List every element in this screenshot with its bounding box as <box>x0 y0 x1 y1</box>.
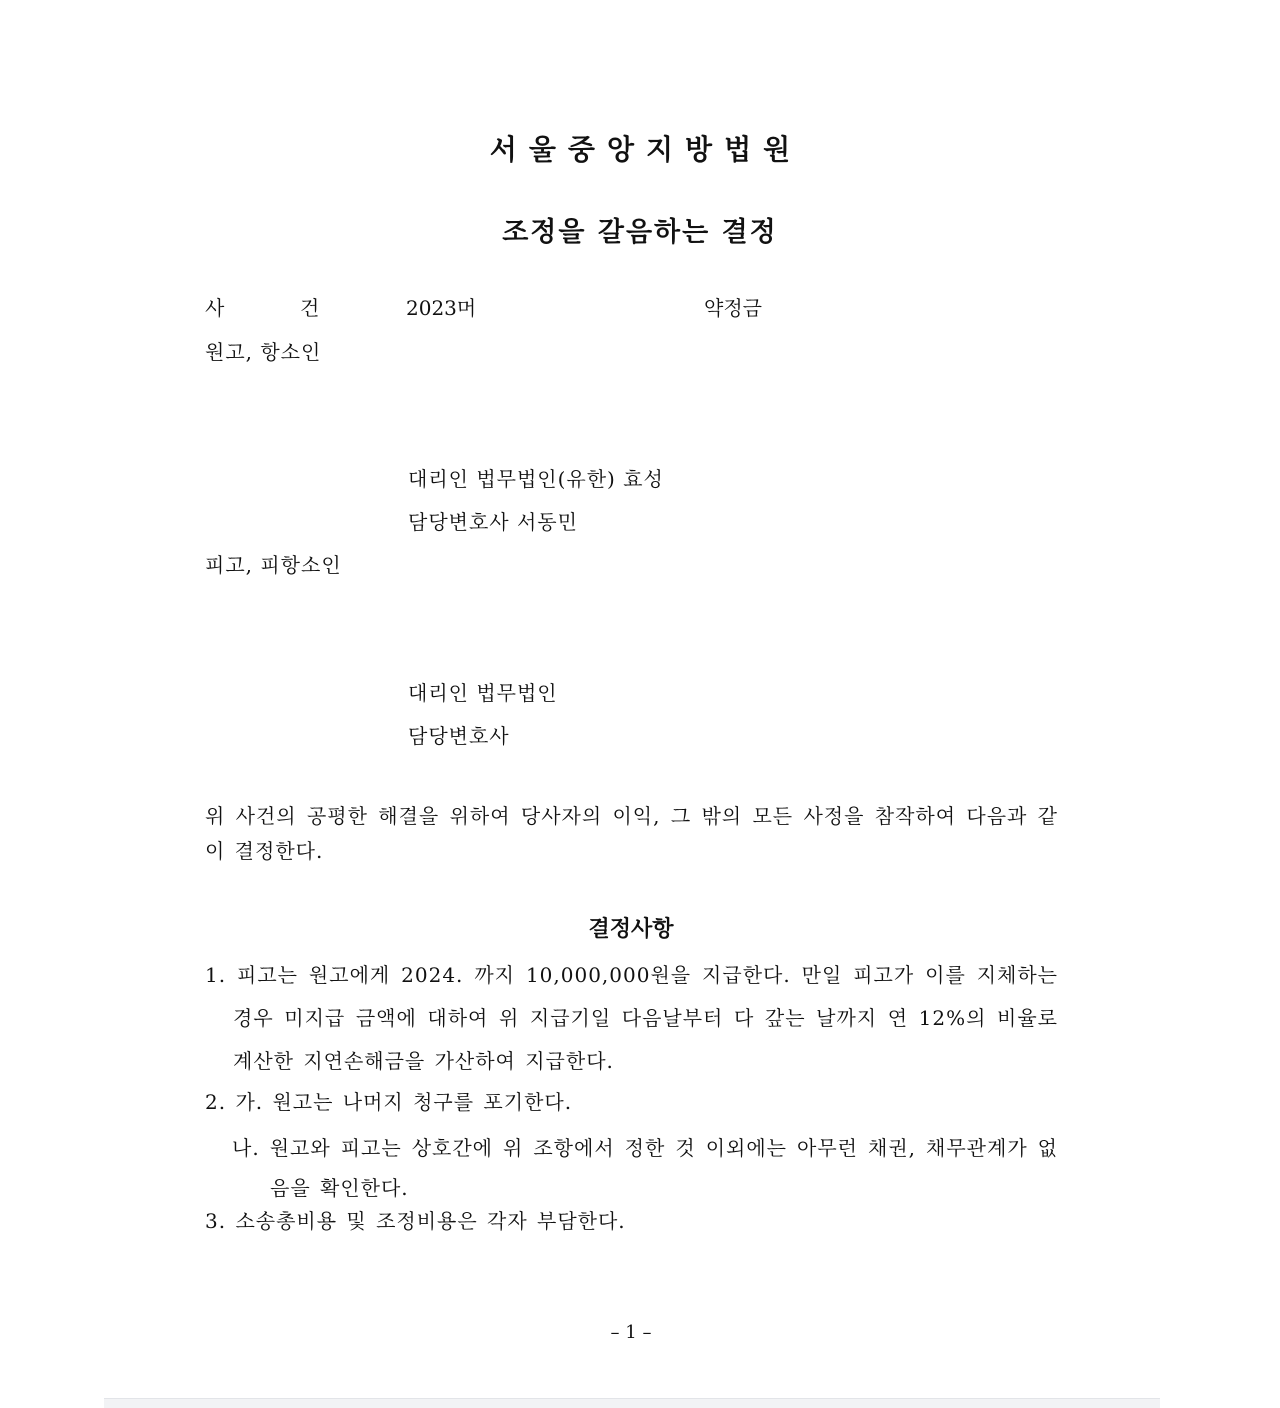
intro-paragraph: 위 사건의 공평한 해결을 위하여 당사자의 이익, 그 밖의 모든 사정을 참작하여 다음과 같이 결정한다. <box>205 804 1058 863</box>
page-number: – 1 – <box>610 1322 652 1343</box>
decision-item-2b: 나. 원고와 피고는 상호간에 위 조항에서 정한 것 이외에는 아무런 채권, 채무관계가 없음을 확인한다. <box>232 1136 1058 1200</box>
document-title: 조정을 갈음하는 결정 <box>502 217 778 248</box>
decision-section-title: 결정사항 <box>588 917 674 942</box>
defendant-representative: 대리인 법무법인 <box>408 681 558 705</box>
plaintiff-lawyer: 담당변호사 서동민 <box>408 510 578 534</box>
court-name: 서울중앙지방법원 <box>489 133 803 166</box>
decision-item-3: 3. 소송총비용 및 조정비용은 각자 부담한다. <box>205 1209 626 1233</box>
plaintiff-representative: 대리인 법무법인(유한) 효성 <box>408 467 664 491</box>
case-label-second-char: 건 <box>300 296 320 320</box>
plaintiff-label: 원고, 항소인 <box>205 340 322 364</box>
decision-item-1: 1. 피고는 원고에게 2024. 까지 10,000,000원을 지급한다. 만일 피고가 이를 지체하는 경우 미지급 금액에 대하여 위 지급기일 다음날부터 다 갚는 날까지 연 12%의 비율로 계산한 지연손해금을 가산하여 지급한다. <box>205 963 1058 1073</box>
defendant-label: 피고, 피항소인 <box>205 553 342 577</box>
case-name: 약정금 <box>704 296 762 320</box>
defendant-lawyer: 담당변호사 <box>408 724 510 748</box>
case-number: 2023머 <box>406 296 477 320</box>
decision-item-2a: 2. 가. 원고는 나머지 청구를 포기한다. <box>205 1090 573 1114</box>
case-label-first-char: 사 <box>205 296 225 320</box>
